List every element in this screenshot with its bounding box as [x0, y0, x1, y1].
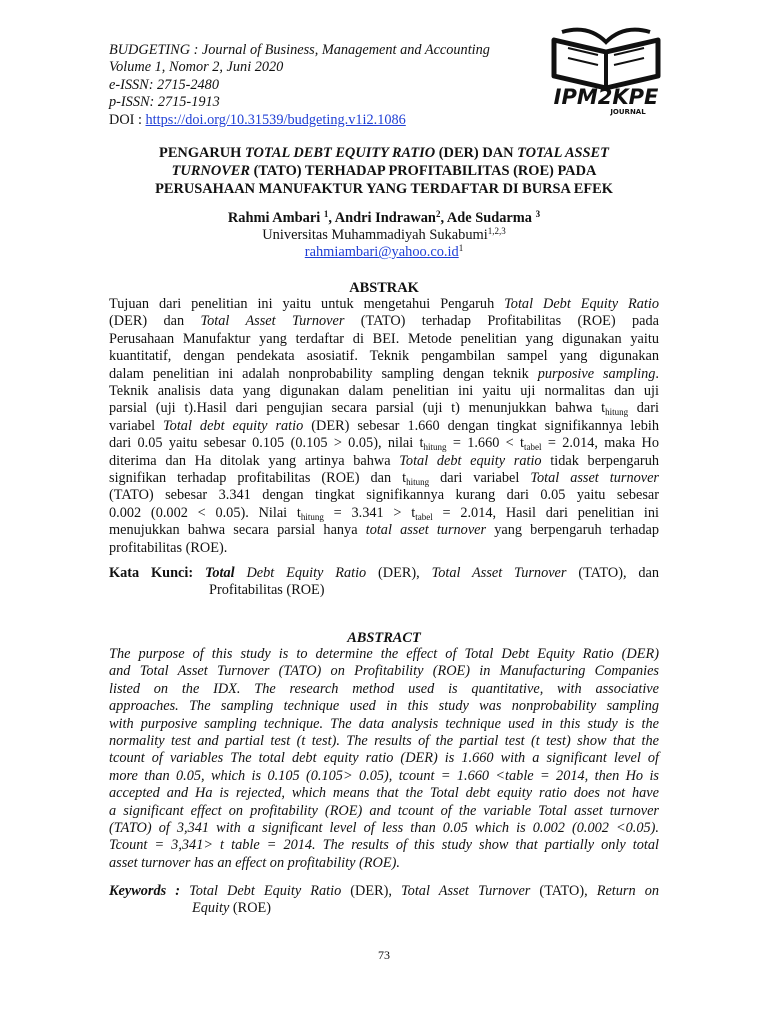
- kata-kunci: Kata Kunci: Total Debt Equity Ratio (DER), Total Asset Turnover (TATO), dan Profitabilitas (ROE): [109, 565, 660, 599]
- paper-title: [109, 145, 659, 198]
- journal-pissn: p-ISSN: 2715-1913: [109, 94, 220, 111]
- abstrak-heading: ABSTRAK: [349, 280, 419, 296]
- keywords: Keywords : Total Debt Equity Ratio (DER), Total Asset Turnover (TATO), Return on Equity (ROE): [109, 883, 659, 917]
- author-names: Rahmi Ambari $^1$, Andri Indrawan$^2$, Ade Sudarma $^3$: [227, 209, 541, 226]
- author-email-line: $rahmiambari@yahoo.co.id^1$: [304, 243, 464, 260]
- title-line-2: TURNOVER (TATO) TERHADAP PROFITABILITAS (ROE) PADA: [171, 162, 597, 179]
- abstract-body: The purpose of this study is to determine the effect of Total Debt Equity Ratio (DER) and Total Asset Turnover (TATO) on Profitability (ROE) in Manufacturing Companies listed on the IDX. The research method used is quantitative, with associative approaches. The sampling technique used in this study was nonprobability sampling with purposive sampling technique. The data analysis technique used in this study is the normality test and partial test (t test). The results of the partial test (t test) show that the tcount of variables The total debt equity ratio (DER) is 1.660 with a significant level of more than 0.05, which is 0.105 (0.105> 0.05), tcount = 1.660 <table = 2014, then Ho is accepted and Ha is rejected, which means that the Total debt equity ratio does not have a significant effect on profitability (ROE) and tcount of the variable Total asset turnover (TATO) of 3,341 with a significant level of less than 0.05 which is 0.002 (0.002 <0.05). Tcount = 3,341> t table = 2014. The results of this study show that partially only total asset turnover has an effect on profitability (ROE).: [109, 646, 659, 871]
- journal-logo: [536, 18, 676, 118]
- title-line-3: PERUSAHAAN MANUFAKTUR YANG TERDAFTAR DI BURSA EFEK: [155, 180, 613, 197]
- page-number: 73: [378, 948, 390, 962]
- logo-subtext: JOURNAL: [610, 108, 646, 116]
- affiliation: Universitas Muhammadiyah Sukabumi$^{1,2,3}$: [262, 226, 506, 243]
- abstrak-body: Tujuan dari penelitian ini yaitu untuk mengetahui Pengaruh Total Debt Equity Ratio (DER) dan Total Asset Turnover (TATO) terhadap Profitabilitas (ROE) pada Perusahaan Manufaktur yang terdaftar di BEI. Metode penelitian yang digunakan yaitu kuantitatif, dengan pendekata asosiatif. Teknik pengambilan sampel yang digunakan dalam penelitian ini adalah nonprobability sampling dengan teknik purposive sampling. Teknik analisis data yang digunakan dalam penelitian ini yaitu uji normalitas dan uji parsial (uji t).Hasil dari pengujian secara parsial (uji t) menunjukkan bahwa $t_{hitung}$ dari variabel Total debt equity ratio (DER) sebesar 1.660 dengan tingkat signifikannya lebih dari 0.05 yaitu sebesar 0.105 (0.105 > 0.05), nilai $t_{hitung} = 1.660 < t_{tabel} = 2.014$, maka Ho diterima dan Ha ditolak yang artinya bahwa Total debt equity ratio tidak berpengaruh signifikan terhadap profitabilitas (ROE) dan $t_{hitung}$ dari variabel Total asset turnover (TATO) sebesar 3.341 dengan tingkat signifikannya kurang dari 0.05 yaitu sebesar 0.002 (0.002 < 0.05). Nilai $t_{hitung} = 3.341 > t_{tabel} = 2.014$, Hasil dari penelitian ini menujukkan bahwa secara parsial hanya total asset turnover yang berpengaruh terhadap profitabilitas (ROE).: [109, 296, 660, 556]
- journal-volume: Volume 1, Nomor 2, Juni 2020: [109, 59, 284, 76]
- doi-link[interactable]: https://doi.org/10.31539/budgeting.v1i2.1086: [145, 111, 406, 128]
- abstract-heading: ABSTRACT: [347, 630, 421, 646]
- journal-eissn: e-ISSN: 2715-2480: [109, 76, 219, 93]
- journal-header: [109, 42, 549, 129]
- title-line-1: PENGARUH TOTAL DEBT EQUITY RATIO (DER) DAN TOTAL ASSET: [159, 145, 609, 161]
- journal-name: BUDGETING : Journal of Business, Management and Accounting: [109, 42, 490, 58]
- author-email-link[interactable]: rahmiambari@yahoo.co.id: [304, 244, 459, 260]
- author-block: [109, 210, 659, 261]
- doi-line: [109, 112, 549, 129]
- doi-label: DOI :: [109, 111, 146, 128]
- logo-wordmark: IPM2KPE: [553, 85, 659, 109]
